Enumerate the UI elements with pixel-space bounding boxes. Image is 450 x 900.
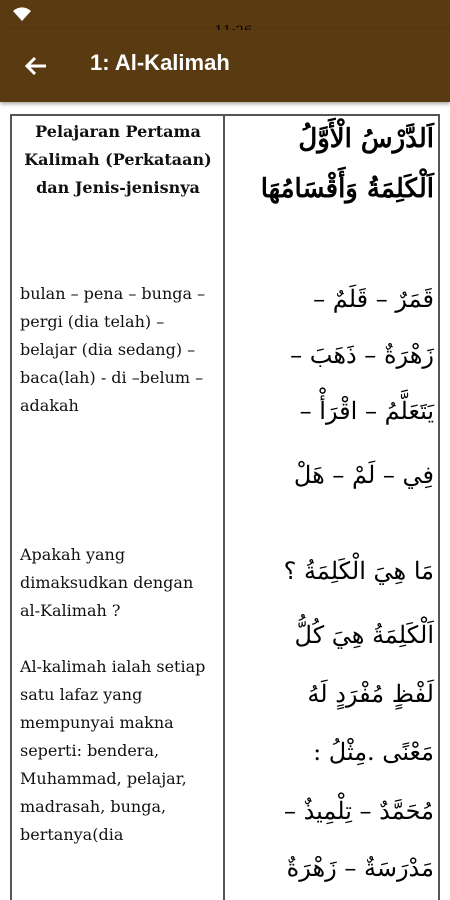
page-title: 1: Al-Kalimah: [90, 50, 230, 75]
vocab-malay: bulan – pena – bunga – pergi (dia telah) – belajar (dia sedang) – baca(lah) - di –belum – adakah: [20, 284, 206, 415]
answer-arabic-line-1: اَلْكَلِمَةُ هِيَ كُلُّ: [294, 621, 434, 649]
lesson-content[interactable]: [0, 102, 450, 900]
answer-arabic-line-5: مَدْرَسَةٌ – زَهْرَةٌ: [286, 854, 434, 882]
back-arrow-icon[interactable]: [22, 52, 50, 80]
vocab-arabic-line-1: قَمَرٌ – قَلَمٌ –: [313, 285, 434, 313]
lesson-heading-arabic: اَلدَّرْسُ الْأَوَّلُ: [298, 124, 434, 154]
app-bar: [0, 30, 450, 102]
lesson-table: [10, 114, 440, 900]
vocab-arabic-line-2: زَهْرَةٌ – ذَهَبَ –: [290, 341, 434, 369]
lesson-heading-malay: Pelajaran Pertama Kalimah (Perkataan) dan Jenis-jenisnya: [24, 122, 212, 197]
question-malay: Apakah yang dimaksudkan dengan al-Kalimah ?: [20, 545, 194, 620]
answer-arabic-line-4: مُحَمَّدٌ – تِلْمِيذٌ –: [283, 797, 434, 825]
lesson-subheading-arabic: اَلْكَلِمَةُ وَأَقْسَامُهَا: [260, 174, 434, 204]
status-bar: [0, 0, 450, 30]
answer-arabic-line-2: لَفْظٍ مُفْرَدٍ لَهُ: [307, 680, 434, 708]
answer-arabic-line-3: مَعْنًى .مِثْلُ :: [313, 738, 434, 766]
answer-malay: Al-kalimah ialah setiap satu lafaz yang mempunyai makna seperti: bendera, Muhammad, pelajar, madrasah, bunga, bertanya(dia: [20, 657, 206, 844]
vocab-arabic-line-3: يَتَعَلَّمُ – اقْرَأْ –: [299, 397, 434, 425]
vocab-arabic-line-4: فِي – لَمْ – هَلْ: [293, 461, 434, 489]
wifi-icon: [12, 6, 32, 25]
question-arabic: مَا هِيَ الْكَلِمَةُ ؟: [283, 557, 434, 585]
column-divider: [223, 116, 225, 900]
